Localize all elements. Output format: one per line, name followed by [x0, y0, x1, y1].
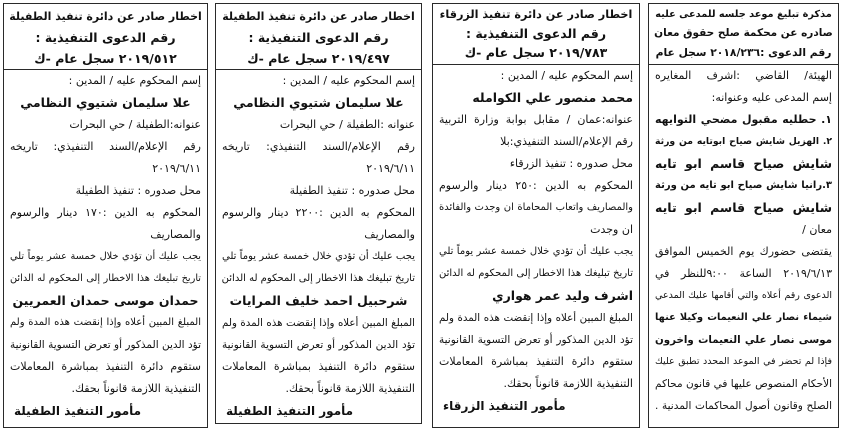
issuing-office: محل صدوره : تنفيذ الطفيلة [75, 184, 201, 197]
debtor-name: علا سليمان شتيوي النظامي [20, 95, 191, 110]
notice-execution-zarqa [432, 3, 640, 428]
payment-demand: يجب عليك أن تؤدي خلال خمسة عشر يوماً تلي [222, 251, 415, 262]
judgment-amount: المحكوم به الدين :٢٥٠ دينار والرسوم [439, 179, 633, 192]
judge-line: الهيئة/ القاضي :اشرف المغايره [655, 69, 832, 82]
debtor-name: علا سليمان شتيوي النظامي [233, 95, 404, 110]
debtor-name: محمد منصور علي الكوامله [472, 90, 633, 105]
judgment-reference: رقم الإعلام/السند التنفيذي:بلا [500, 135, 633, 148]
payment-demand: يجب عليك أن تؤدي خلال خمسة عشر يوماً تلي [10, 251, 201, 262]
defendant-name: شايش صياح قاسم ابو تايه [655, 200, 832, 215]
payment-demand: تاريخ تبليغك هذا الاخطار إلى المحكوم له الدائن [222, 273, 415, 284]
defendant-name: ١. حطليه مقبول مضحي التوايهه [655, 113, 832, 126]
warning-text: ستقوم دائرة التنفيذ بمباشرة المعاملات [10, 360, 201, 373]
defendant-label: إسم المدعى عليه وعنوانه: [711, 91, 832, 104]
notice-header [216, 4, 421, 70]
creditor-name: شرحبيل احمد خليف المرايات [229, 293, 408, 308]
case-number: ٢٠١٩/٧٨٣ سجل عام -ك [464, 45, 608, 60]
case-number-label: رقم الدعوى التنفيذية : [35, 30, 176, 45]
case-number: رقم الدعوى :٢٠١٨/٢٣٦ سجل عام [655, 46, 832, 59]
notice-header [649, 4, 838, 65]
judgment-amount: المحكوم به الدين :١٧٠ دينار والرسوم [10, 206, 201, 219]
defendant-name: ٢. الهزيل شايش صياح ابوتايه من ورثة [655, 136, 832, 147]
notice-body [4, 70, 207, 422]
judgment-amount: المحكوم به الدين :٢٢٠٠ دينار والرسوم [222, 206, 415, 219]
notice-summons-maan [648, 3, 839, 428]
notice-title: مذكرة تبليغ موعد جلسه للمدعى عليه [655, 9, 832, 20]
warning-text: التنفيذية اللازمة قانوناً بحقك. [285, 382, 415, 395]
judgment-amount: ان وجدت [590, 223, 633, 236]
warning-text: تؤد الدين المذكور أو تعرض التسوية القانونية [222, 339, 415, 351]
case-number-label: رقم الدعوى التنفيذية : [465, 26, 607, 41]
issuing-office: محل صدوره : تنفيذ الزرقاء [509, 157, 633, 170]
notice-body [433, 65, 639, 417]
notice-body [649, 65, 838, 417]
case-number-label: رقم الدعوى التنفيذية : [248, 30, 389, 45]
judgment-date: ٢٠١٩/٦/١١ [366, 162, 415, 175]
judgment-amount: والمصاريف [150, 228, 201, 241]
signature: مأمور التنفيذ الزرقاء [443, 399, 566, 413]
creditor-name: اشرف وليد عمر هواري [492, 288, 633, 303]
notice-header [433, 4, 639, 65]
warning-text: التنفيذية اللازمة قانوناً بحقك. [503, 377, 633, 390]
warning-text: المبلغ المبين أعلاه وإذا إنقضت هذه المدة ولم [439, 312, 633, 324]
warning-text: ستقوم دائرة التنفيذ بمباشرة المعاملات [439, 355, 633, 368]
payment-demand: تاريخ تبليغك هذا الاخطار إلى المحكوم له الدائن [10, 273, 201, 284]
plaintiff-name: موسى نصار علي النعيمات واخرون [655, 334, 832, 346]
plaintiff-name: شيماء نصار علي النعيمات وكيلا عنها [655, 312, 832, 323]
signature: مأمور التنفيذ الطفيلة [14, 404, 142, 418]
judgment-reference: رقم الإعلام/السند التنفيذي: تاريخه [222, 140, 415, 153]
judgment-amount: والمصاريف [364, 228, 415, 241]
debtor-label: إسم المحكوم عليه / المدين : [500, 69, 633, 82]
debtor-label: إسم المحكوم عليه / المدين : [68, 74, 201, 87]
issuing-office: محل صدوره : تنفيذ الطفيلة [289, 184, 415, 197]
judgment-reference: رقم الإعلام/السند التنفيذي: تاريخه [10, 140, 201, 153]
warning-text: الصلح وقانون أصول المحاكمات المدنية . [655, 400, 832, 412]
notice-text-line: يقتضى حضورك يوم الخميس الموافق [655, 245, 832, 258]
warning-text: فإذا لم تحضر في الموعد المحدد تطبق عليك [655, 356, 832, 367]
judgment-date: ٢٠١٩/٦/١١ [152, 162, 201, 175]
defendant-name: ٣.رانيا شايش صياح ابو تايه من ورثة [655, 180, 832, 191]
warning-text: المبلغ المبين أعلاه وإذا إنقضت هذه المدة ولم [222, 317, 415, 329]
notice-title: اخطار صادر عن دائرة تنفيذ الزرقاء [439, 8, 633, 21]
judgment-amount: والمصاريف واتعاب المحاماة ان وجدت والفائدة [439, 202, 633, 213]
signature: مأمور التنفيذ الطفيلة [226, 404, 354, 418]
notice-title: اخطار صادر عن دائرة تنفيذ الطفيلة [222, 10, 415, 23]
defendant-address: معان / [802, 223, 832, 236]
warning-text: تؤد الدين المذكور أو تعرض التسوية القانونية [10, 339, 201, 351]
debtor-address: عنوانه:الطفيلة / حي البحرات [69, 118, 201, 131]
notice-title: اخطار صادر عن دائرة تنفيذ الطفيلة [9, 10, 202, 23]
notice-issuer: صادره عن محكمة صلح حقوق معان [654, 27, 833, 39]
notice-execution-tafileh-497 [215, 3, 422, 424]
warning-text: الأحكام المنصوص عليها في قانون محاكم [655, 378, 832, 390]
creditor-name: حمدان موسى حمدان العمريين [12, 293, 199, 308]
warning-text: ستقوم دائرة التنفيذ بمباشرة المعاملات [222, 360, 415, 373]
case-number: ٢٠١٩/٤٩٧ سجل عام -ك [247, 51, 390, 66]
session-date: ٢٠١٩/٦/١٣ الساعة ٩:٠٠للنظر في [655, 267, 832, 280]
defendant-name: شايش صياح قاسم ابو تايه [655, 156, 832, 171]
notice-header [4, 4, 207, 70]
payment-demand: يجب عليك أن تؤدي خلال خمسة عشر يوماً تلي [439, 246, 633, 257]
warning-text: تؤد الدين المذكور أو تعرض التسوية القانونية [439, 334, 633, 346]
warning-text: التنفيذية اللازمة قانوناً بحقك. [71, 382, 201, 395]
debtor-address: عنوانه :الطفيلة / حي البحرات [279, 118, 415, 131]
debtor-label: إسم المحكوم عليه / المدين : [282, 74, 415, 87]
payment-demand: تاريخ تبليغك هذا الاخطار إلى المحكوم له الدائن [439, 268, 633, 279]
notice-execution-tafileh-512 [3, 3, 208, 428]
warning-text: المبلغ المبين أعلاه وإذا إنقضت هذه المدة ولم [10, 317, 201, 328]
case-number: ٢٠١٩/٥١٢ سجل عام -ك [34, 51, 177, 66]
notice-body [216, 70, 421, 422]
notice-text-line: الدعوى رقم أعلاه والتي أقامها عليك المدعي [655, 290, 832, 301]
debtor-address: عنوانه:عمان / مقابل بوابة وزارة التربية [439, 113, 633, 126]
